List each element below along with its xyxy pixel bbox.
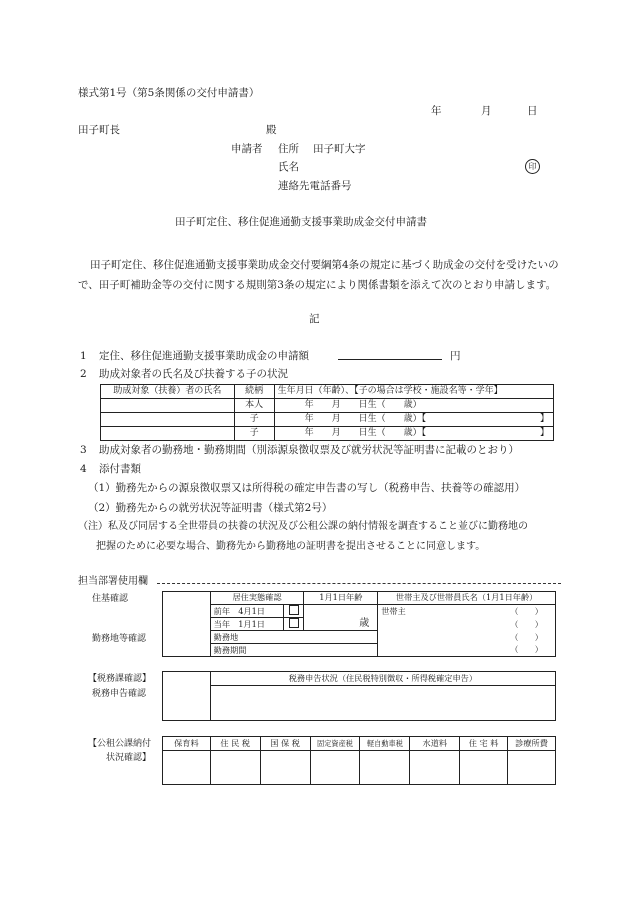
col-suidoryo: 水道料 [410,737,460,751]
bracket-open: 【 [421,428,427,439]
age-paren: （ ） [510,618,543,629]
family-header-relation: 続柄 [234,385,274,399]
householder-cell[interactable] [378,605,556,618]
staff-use-heading: 担当部署使用欄 [78,576,148,587]
form-number: 様式第1号（第5条関係の交付申請書） [78,87,260,99]
age-cell[interactable] [304,605,378,631]
birth-cell[interactable] [274,413,553,427]
member-cell[interactable] [378,631,556,644]
birth-date-text: 年 月 日生（ 歳） [304,414,422,425]
dues-cell[interactable] [410,751,460,785]
item4-text: 添付書類 [99,463,141,475]
this-year-label: 当年 1月1日 [210,618,284,631]
work-check-label: 勤務地等確認 [92,634,147,644]
consent-note-2: 把握のために必要な場合、勤務先から勤務地の証明書を提出させることに同意します。 [96,541,486,552]
family-header-birth: 生年月日（年齢）、【子の場合は学校・施設名等・学年】 [274,385,553,399]
name-label: 氏名 [278,161,299,173]
col-shinryojo: 診療所費 [508,737,556,751]
tax-check-label-1: 【税務課確認】 [88,674,152,684]
dues-cell[interactable] [508,751,556,785]
col-juminzei: 住 民 税 [210,737,260,751]
public-dues-label-2: 状況確認】 [106,753,152,763]
addressee-dono: 殿 [266,124,277,136]
table-row [101,413,554,427]
work-place-label: 勤務地 [213,631,239,642]
checkbox-icon [289,605,299,615]
address-value: 田子町大字 [313,143,366,155]
phone-label: 連絡先電話番号 [278,180,352,192]
bracket-close: 】 [539,414,549,425]
seal-mark [525,159,540,174]
item2-text: 助成対象者の氏名及び扶養する子の状況 [99,368,288,380]
dues-cell[interactable] [310,751,360,785]
residence-check-label: 住基確認 [92,594,129,604]
ki-heading: 記 [309,313,320,325]
name-cell[interactable] [101,413,235,427]
checkbox-icon [289,618,299,628]
document-title: 田子町定住、移住促進通勤支援事業助成金交付申請書 [175,216,427,228]
birth-date-text: 年 月 日生（ 歳） [304,400,422,411]
birth-date-text: 年 月 日生（ 歳） [304,428,422,439]
applicant-label: 申請者 [231,143,263,155]
family-header-name: 助成対象（扶養）者の氏名 [101,385,235,399]
col-kokuhozei: 国 保 税 [260,737,310,751]
tax-status-cell[interactable] [210,686,555,721]
table-row [101,399,554,413]
public-dues-table [162,736,556,785]
this-year-checkbox[interactable] [284,618,304,631]
residence-table [162,591,556,657]
date-month: 月 [481,105,492,117]
item1-unit: 円 [450,350,461,362]
tax-table [162,671,556,721]
age-unit: 歳 [359,617,370,629]
dues-cell[interactable] [260,751,310,785]
date-day: 日 [527,105,538,117]
prev-year-label: 前年 4月1日 [210,605,284,618]
relation-cell: 子 [234,427,274,441]
name-cell[interactable] [101,399,235,413]
dues-cell[interactable] [360,751,410,785]
address-label: 住所 [278,143,299,155]
dues-cell[interactable] [210,751,260,785]
bracket-open: 【 [421,414,427,425]
public-dues-label-1: 【公租公課納付 [88,739,152,749]
item1-text: 定住、移住促進通勤支援事業助成金の申請額 [99,350,309,362]
age-header: 1月1日年齢 [304,592,378,605]
item3-text: 助成対象者の勤務地・勤務期間（別添源泉徴収票及び就労状況等証明書に記載のとおり） [99,444,519,456]
relation-cell: 子 [234,413,274,427]
dues-cell[interactable] [163,751,211,785]
item4-number: 4 [80,463,87,475]
attachment-2: （2）勤務先からの就労状況等証明書（様式第2号） [88,502,333,514]
item1-number: 1 [80,350,87,362]
member-cell[interactable] [378,644,556,657]
item3-number: 3 [80,444,87,456]
relation-cell: 本人 [234,399,274,413]
dashed-divider [157,583,561,584]
col-hoikuryo: 保育料 [163,737,211,751]
prev-year-checkbox[interactable] [284,605,304,618]
birth-cell[interactable] [274,427,553,441]
col-kotei-shisanzei: 固定資産税 [310,737,360,751]
work-period-label: 勤務期間 [213,644,247,655]
member-cell[interactable] [378,618,556,631]
work-period-cell[interactable] [210,644,378,657]
addressee: 田子町長 [78,124,120,136]
work-place-cell[interactable] [210,631,378,644]
householder-label: 世帯主 [381,605,406,616]
birth-cell[interactable] [274,399,553,413]
residence-header: 居住実態確認 [210,592,304,605]
bracket-close: 】 [539,428,549,439]
col-keijidoshazei: 軽自動車税 [360,737,410,751]
attachment-1: （1）勤務先からの源泉徴収票又は所得税の確定申告書の写し（税務申告、扶養等の確認用） [88,482,526,494]
age-paren: （ ） [510,605,543,616]
application-text: 田子町定住、移住促進通勤支援事業助成金交付要綱第4条の規定に基づく助成金の交付を受けたいので、田子町補助金等の交付に関する規則第3条の規定により関係書類を添えて次のとおり申請します。 [78,259,559,291]
table-row [101,427,554,441]
item2-number: 2 [80,368,87,380]
household-header: 世帯主及び世帯員氏名（1月1日年齢） [378,592,556,605]
age-paren: （ ） [510,644,543,655]
tax-check-label-2: 税務申告確認 [92,689,147,699]
family-table [100,384,554,441]
col-jutakuryo: 住 宅 料 [460,737,508,751]
age-paren: （ ） [510,631,543,642]
tax-header: 税務申告状況（住民税特別徴収・所得税確定申告） [210,672,555,686]
dues-cell[interactable] [460,751,508,785]
seal-icon: 印 [525,159,540,174]
date-year: 年 [431,105,442,117]
consent-note-1: （注）私及び同居する全世帯員の扶養の状況及び公租公課の納付情報を調査すること並びに勤務地の [78,521,528,532]
name-cell[interactable] [101,427,235,441]
amount-field[interactable] [338,348,442,362]
